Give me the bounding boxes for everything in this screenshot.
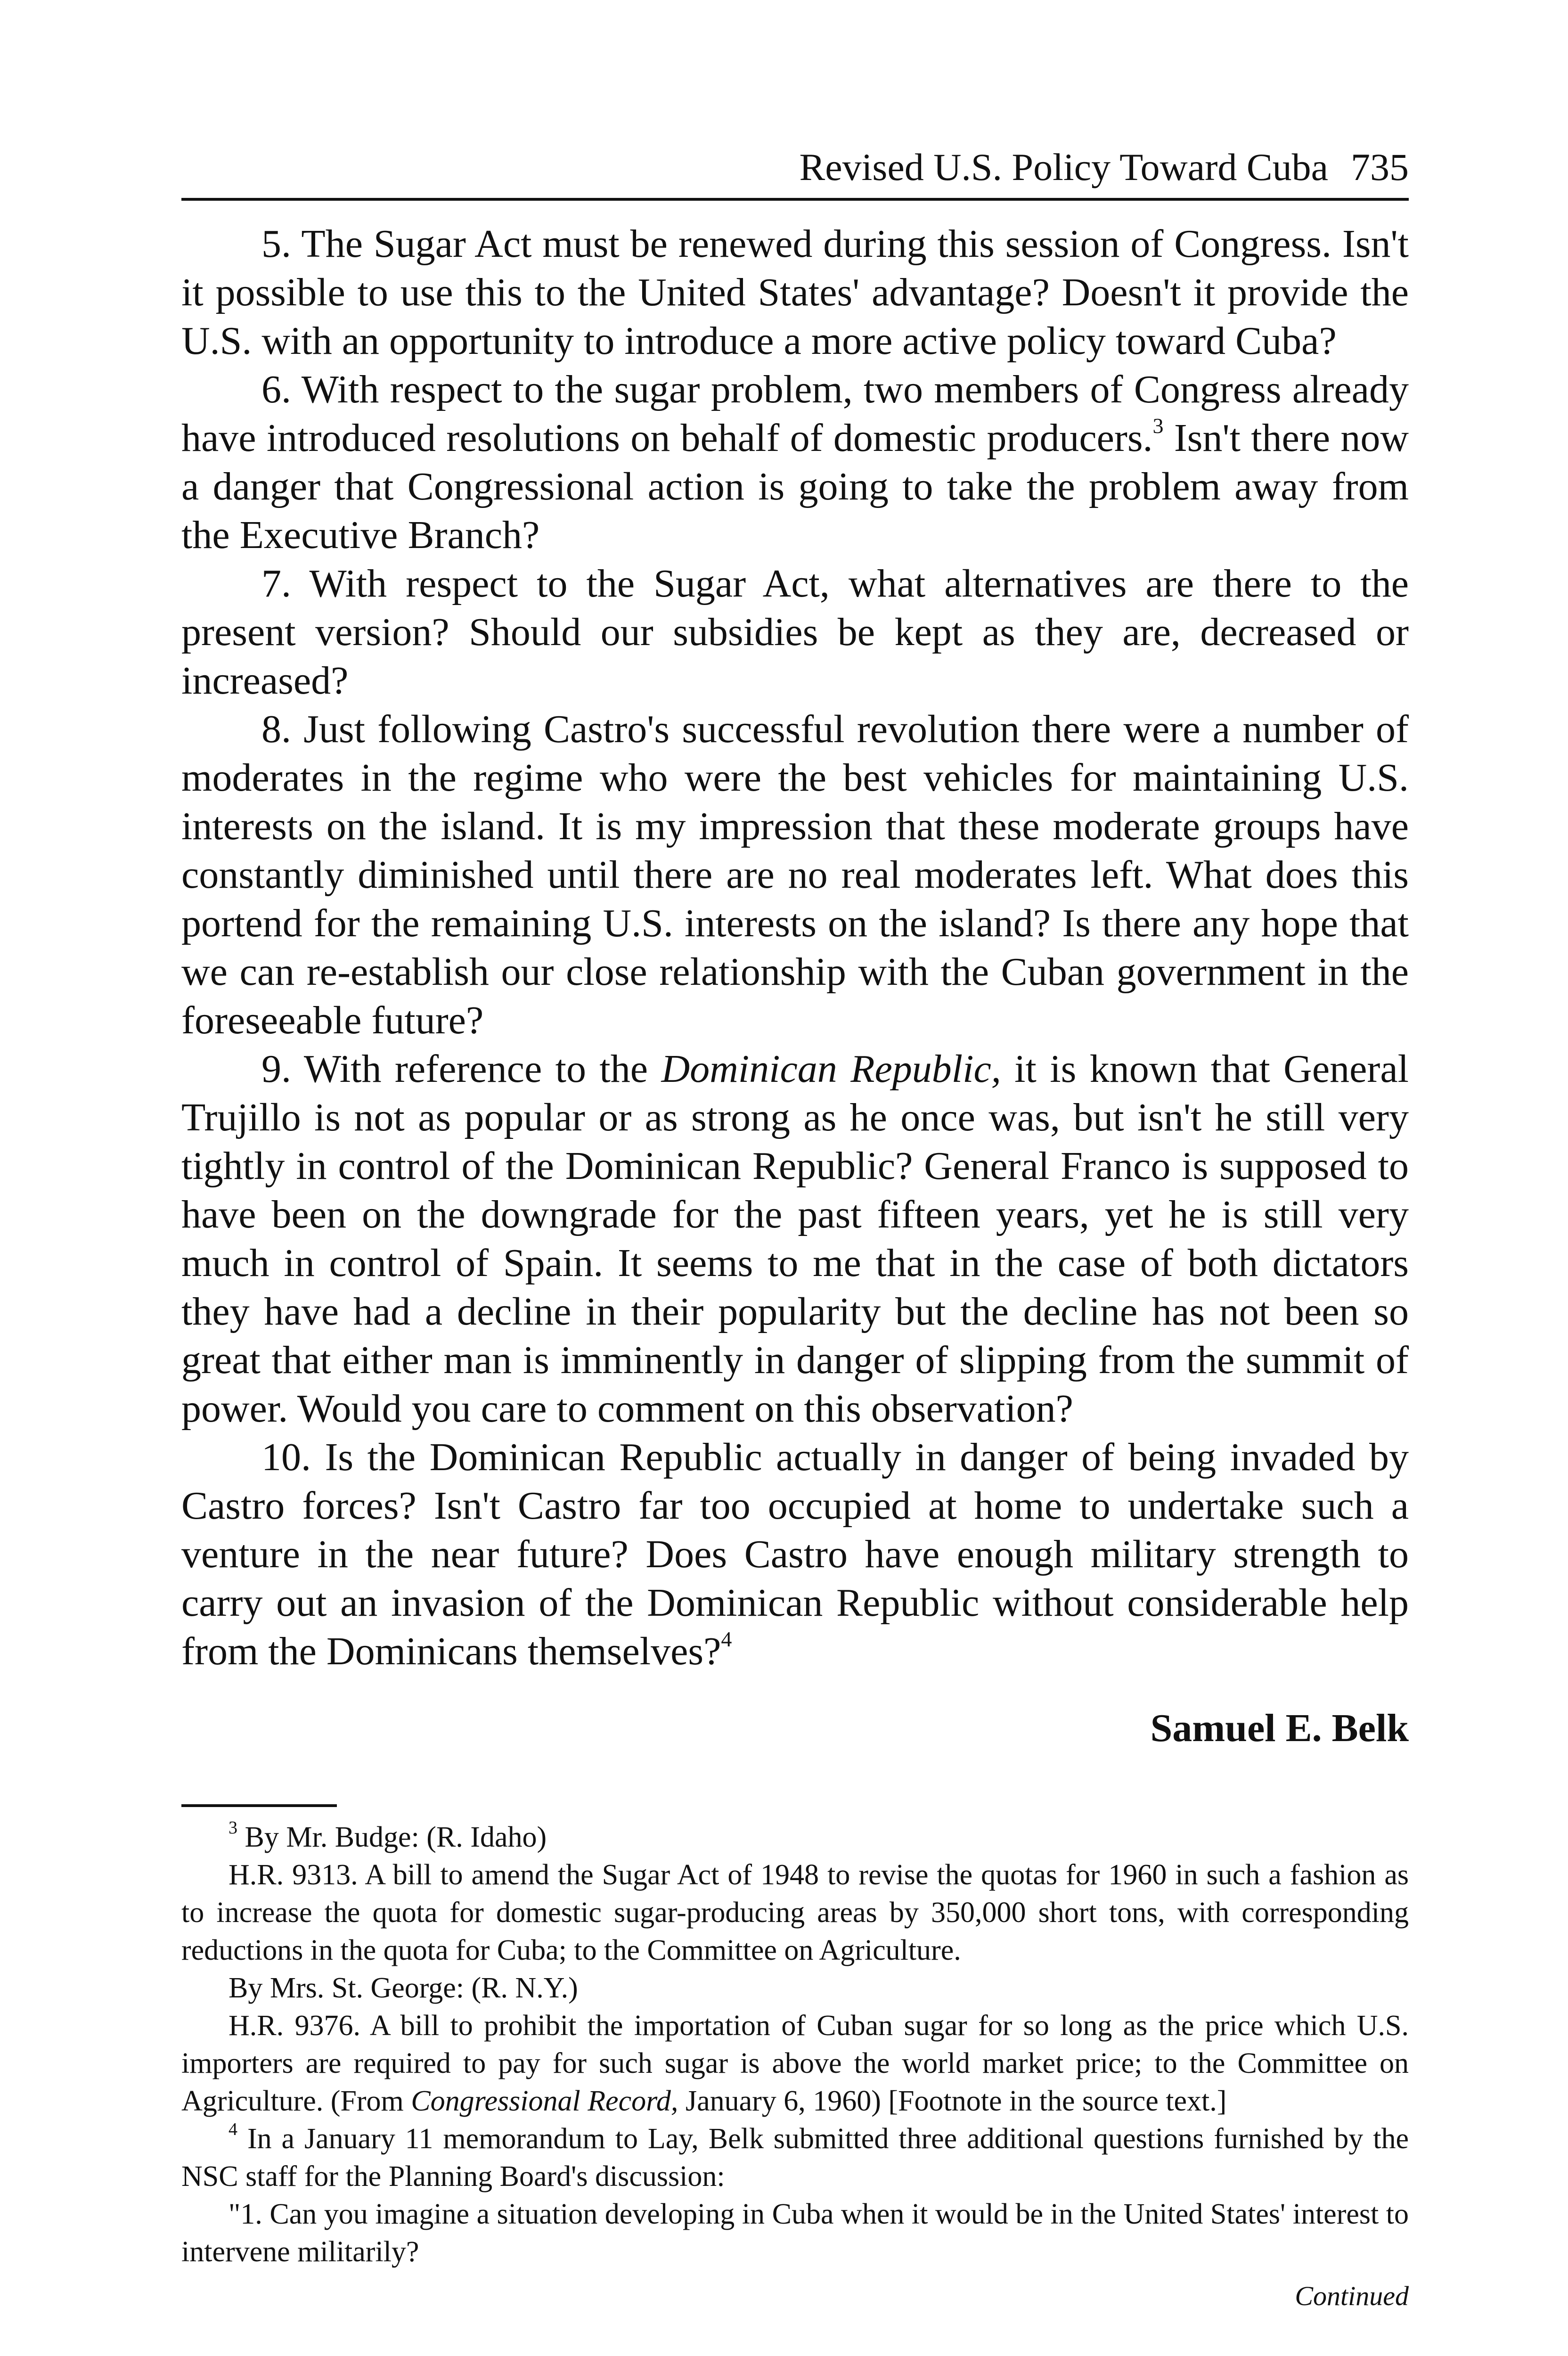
footnote-ref-3[interactable]: 3 xyxy=(1152,414,1164,438)
footnote-divider xyxy=(181,1804,337,1807)
footnote-3-bill-9313: H.R. 9313. A bill to amend the Sugar Act of 1948 to revise the quotas for 1960 in such a fashion as to increase the quota for domestic sugar-producing areas by 350,000 short tons, with corresponding reductions in the quota for Cuba; to the Committee on Agriculture. xyxy=(181,1859,1409,1966)
footnote-ref-4[interactable]: 4 xyxy=(721,1627,732,1651)
question-10 xyxy=(181,1433,1409,1676)
footnote-3-sponsor-2: By Mrs. St. George: (R. N.Y.) xyxy=(229,1972,578,2004)
question-9-lead: 9. With reference to the xyxy=(261,1047,648,1091)
continued-label: Continued xyxy=(1295,2281,1409,2311)
question-9 xyxy=(181,1045,1409,1433)
question-8: 8. Just following Castro's successful revolution there were a number of moderates in the regime who were the best vehicles for maintaining U.S. interests on the island. It is my impression that these moderate groups have constantly diminished until there are no real moderates left. What does this portend for the remaining U.S. interests on the island? Is there any hope that we can re-establish our close relationship with the Cuban government in the foreseeable future? xyxy=(181,707,1409,1042)
running-header xyxy=(181,141,1409,201)
question-10-text: 10. Is the Dominican Republic actually in danger of being invaded by Castro forces? Isn't Castro far too occupied at home to undertake such a venture in the near future? Does Castro have enough military strength to carry out an invasion of the Dominican Republic without considerable help from the Dominicans themselves? xyxy=(181,1435,1409,1673)
question-7: 7. With respect to the Sugar Act, what alternatives are there to the present version? Should our subsidies be kept as they are, decreased or increased? xyxy=(181,562,1409,703)
footnote-3-line-1 xyxy=(181,1818,1409,1856)
question-6-text: 6. With respect to the sugar problem, two members of Congress already have introduced resolutions on behalf of domestic producers. xyxy=(181,368,1409,460)
footnote-3-number: 3 xyxy=(229,1818,237,1838)
footnote-3-source-italic: Congressional Record, xyxy=(411,2085,678,2117)
question-9-italic: Dominican Republic, xyxy=(661,1047,1001,1091)
question-6-continuation: Isn't there now a danger that Congressional action is going to take the problem away from the Executive Branch? xyxy=(181,416,1409,557)
running-header-title: Revised U.S. Policy Toward Cuba xyxy=(799,146,1328,188)
question-9-body: it is known that General Trujillo is not as popular or as strong as he once was, but isn't he still very tightly in control of the Dominican Republic? General Franco is supposed to have been on the downgrade for the past fifteen years, yet he is still very much in control of Spain. It seems to me that in the case of both dictators they have had a decline in their popularity but the decline has not been so great that either man is imminently in danger of slipping from the summit of power. Would you care to comment on this observation? xyxy=(181,1047,1409,1431)
footnotes xyxy=(181,1818,1409,2271)
footnote-3-sponsor-1: By Mr. Budge: (R. Idaho) xyxy=(245,1821,547,1853)
page-number: 735 xyxy=(1351,146,1409,188)
main-text xyxy=(181,220,1409,1676)
footnote-4-text: In a January 11 memorandum to Lay, Belk submitted three additional questions furnished by the NSC staff for the Planning Board's discussion: xyxy=(181,2123,1409,2192)
footnote-4-number: 4 xyxy=(229,2119,237,2139)
footnote-4-line-1 xyxy=(181,2120,1409,2195)
footnote-3-source-date: January 6, 1960) [Footnote in the source text.] xyxy=(685,2085,1227,2117)
footnote-3-bill-9376 xyxy=(181,2007,1409,2120)
document-page xyxy=(181,141,1409,2315)
footnote-4-question-1: "1. Can you imagine a situation developing in Cuba when it would be in the United States' interest to intervene militarily? xyxy=(181,2198,1409,2268)
question-6 xyxy=(181,365,1409,559)
signature: Samuel E. Belk xyxy=(1150,1706,1409,1750)
question-5: 5. The Sugar Act must be renewed during this session of Congress. Isn't it possible to use this to the United States' advantage? Doesn't it provide the U.S. with an opportunity to introduce a more active policy toward Cuba? xyxy=(181,222,1409,363)
footnote-3-bill-9376-text: H.R. 9376. A bill to prohibit the importation of Cuban sugar for so long as the price which U.S. importers are required to pay for such sugar is above the world market price; to the Committee on Agriculture. (From xyxy=(181,2010,1409,2117)
